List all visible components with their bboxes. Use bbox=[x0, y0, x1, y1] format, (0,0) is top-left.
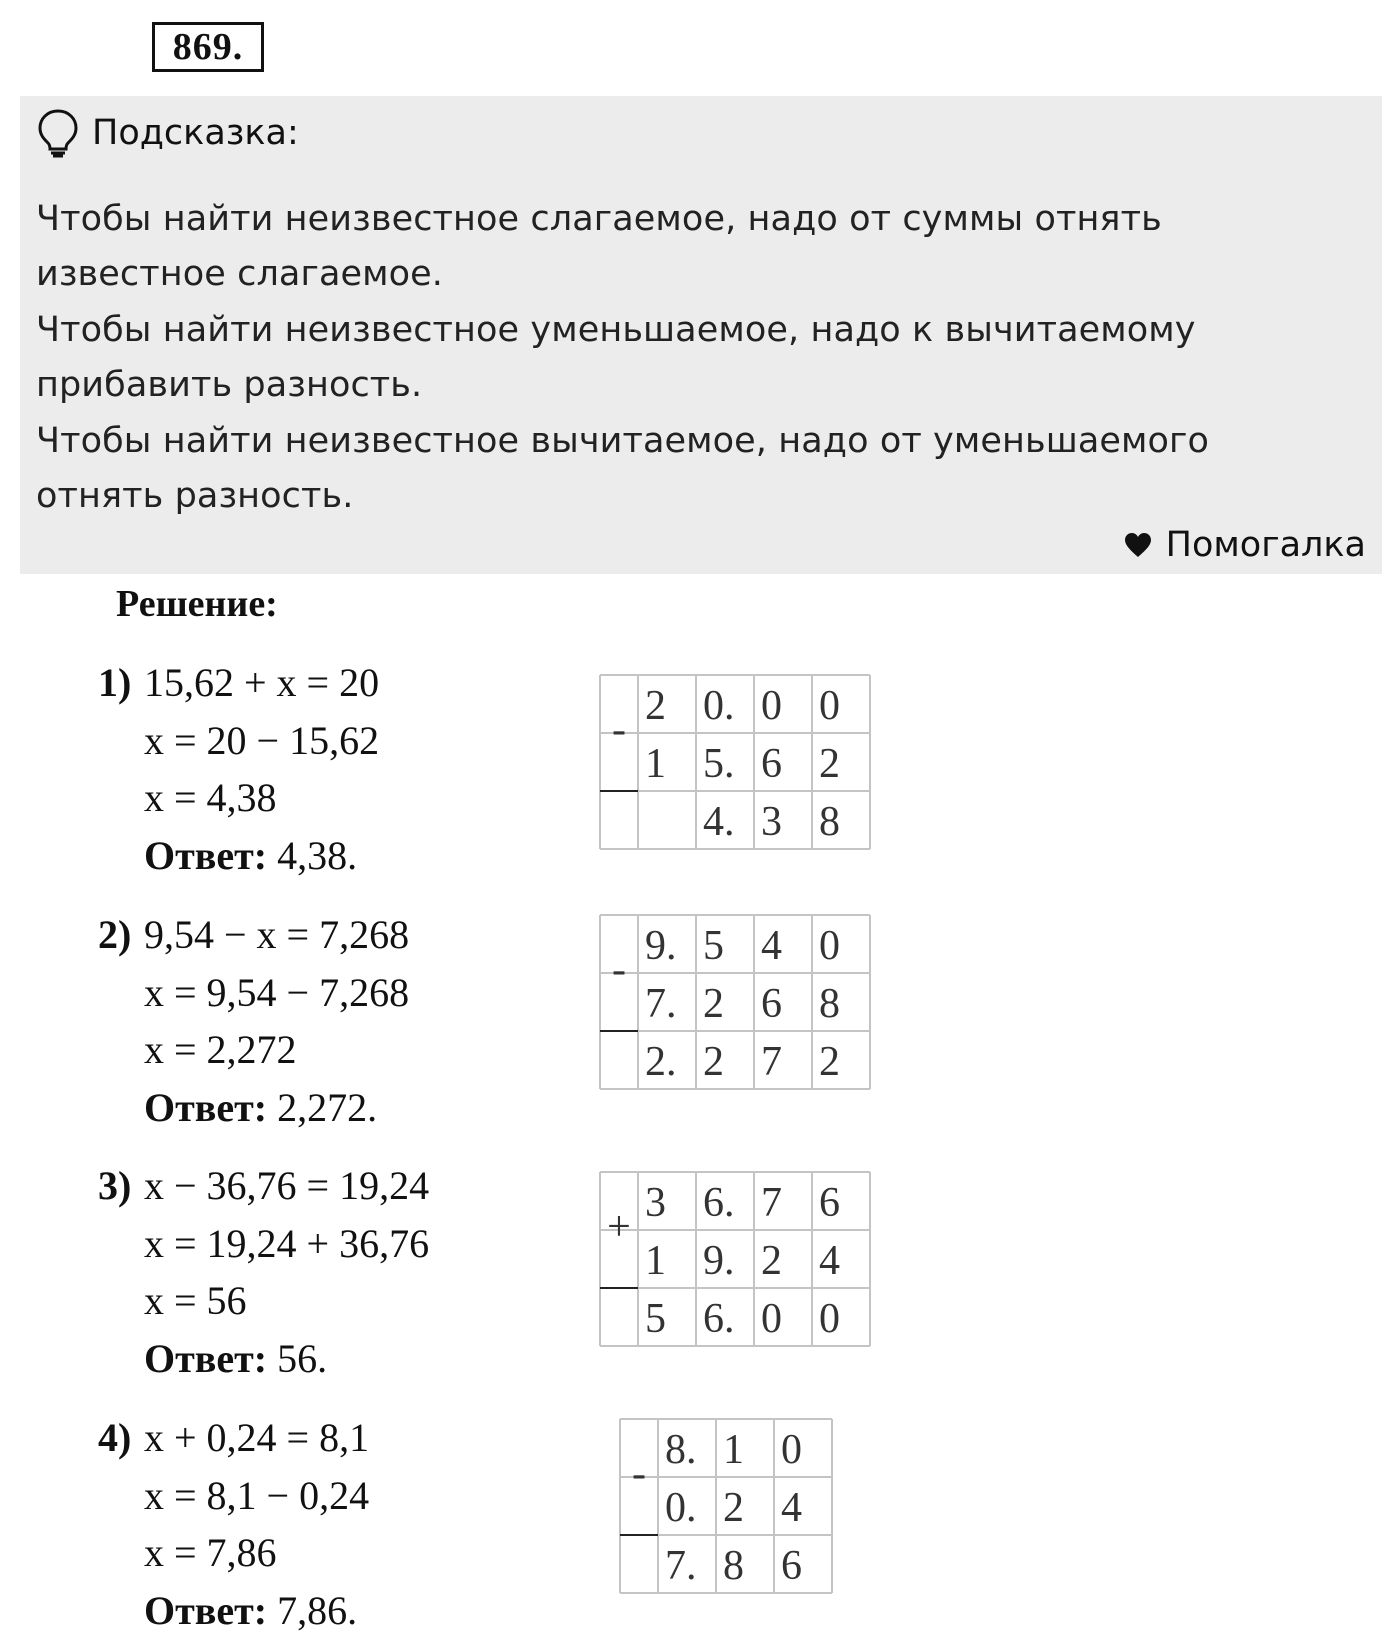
equation-line: 9,54 − x = 7,268 bbox=[144, 912, 410, 957]
digit-cell: 6. bbox=[703, 1180, 735, 1226]
answer-line bbox=[144, 1079, 377, 1137]
hint-line: прибавить разность. bbox=[36, 365, 423, 406]
digit-cell: 2 bbox=[819, 741, 840, 787]
hint-line: Чтобы найти неизвестное слагаемое, надо от суммы отнять bbox=[36, 199, 1162, 239]
operation-sign: - bbox=[632, 1451, 646, 1497]
equation-line: x = 7,86 bbox=[144, 1530, 277, 1575]
answer-value: 2,272. bbox=[267, 1084, 378, 1130]
digit-cell: 0 bbox=[819, 683, 840, 729]
heart-icon bbox=[1124, 532, 1152, 558]
digit-cell: 1 bbox=[645, 1238, 666, 1284]
digit-cell: 0 bbox=[819, 923, 840, 969]
operation-sign: - bbox=[612, 707, 626, 753]
digit-cell: 6 bbox=[781, 1543, 802, 1589]
digit-cell: 7 bbox=[761, 1039, 782, 1085]
equation-line: x − 36,76 = 19,24 bbox=[144, 1163, 430, 1208]
digit-cell: 2. bbox=[645, 1039, 677, 1085]
digit-cell: 2 bbox=[723, 1485, 744, 1531]
answer-value: 56. bbox=[267, 1335, 328, 1381]
hint-header bbox=[36, 108, 299, 158]
equation-line: x = 2,272 bbox=[144, 1027, 297, 1072]
answer-value: 4,38. bbox=[267, 832, 358, 878]
digit-cell: 7. bbox=[645, 981, 677, 1027]
digit-cell: 7. bbox=[665, 1543, 697, 1589]
digit-cell: 8 bbox=[723, 1543, 744, 1589]
digit-cell: 3 bbox=[645, 1180, 666, 1226]
answer-label: Ответ: bbox=[144, 1335, 268, 1381]
digit-cell: 6 bbox=[819, 1180, 840, 1226]
digit-cell: 4 bbox=[761, 923, 782, 969]
lightbulb-icon bbox=[36, 108, 80, 158]
answer-line bbox=[144, 1330, 327, 1388]
answer-value: 7,86. bbox=[267, 1587, 358, 1633]
digit-cell: 2 bbox=[645, 683, 666, 729]
equation-line: x + 0,24 = 8,1 bbox=[144, 1415, 370, 1460]
digit-cell: 9. bbox=[703, 1238, 735, 1284]
digit-cell: 6 bbox=[761, 741, 782, 787]
answer-label: Ответ: bbox=[144, 1084, 268, 1130]
digit-cell: 8. bbox=[665, 1427, 697, 1473]
digit-cell: 1 bbox=[723, 1427, 744, 1473]
column-calculation-3 bbox=[599, 1171, 871, 1347]
step-number: 1) bbox=[98, 660, 132, 705]
digit-cell: 8 bbox=[819, 799, 840, 845]
column-calculation-2 bbox=[599, 914, 871, 1090]
digit-cell: 3 bbox=[761, 799, 782, 845]
step-number: 3) bbox=[98, 1163, 132, 1208]
hint-title: Подсказка: bbox=[92, 113, 299, 153]
digit-cell: 2 bbox=[703, 1039, 724, 1085]
equation-line: 15,62 + x = 20 bbox=[144, 660, 380, 705]
answer-line bbox=[144, 1582, 357, 1640]
digit-cell: 0 bbox=[761, 1296, 782, 1342]
hint-line: известное слагаемое. bbox=[36, 254, 444, 295]
operation-sign: - bbox=[612, 947, 626, 993]
equation-line: x = 19,24 + 36,76 bbox=[144, 1220, 430, 1266]
digit-cell: 6 bbox=[761, 981, 782, 1027]
digit-cell: 0 bbox=[819, 1296, 840, 1342]
hint-line: Чтобы найти неизвестное уменьшаемое, надо к вычитаемому bbox=[36, 309, 1196, 350]
column-calculation-1 bbox=[599, 674, 871, 850]
answer-label: Ответ: bbox=[144, 1587, 268, 1633]
operation-sign: + bbox=[607, 1204, 631, 1250]
digit-cell: 2 bbox=[703, 981, 724, 1027]
equation-line: x = 9,54 − 7,268 bbox=[144, 969, 410, 1015]
equation-line: x = 4,38 bbox=[144, 775, 277, 820]
digit-cell: 0 bbox=[781, 1427, 802, 1473]
digit-cell: 2 bbox=[761, 1238, 782, 1284]
hint-text bbox=[36, 192, 1356, 524]
step-number: 2) bbox=[98, 912, 132, 957]
digit-cell: 1 bbox=[645, 741, 666, 787]
hint-box bbox=[20, 96, 1382, 574]
answer-line bbox=[144, 827, 357, 885]
digit-cell: 0. bbox=[703, 683, 735, 729]
digit-cell: 4 bbox=[819, 1238, 840, 1284]
digit-cell: 6. bbox=[703, 1296, 735, 1342]
brand-name: Помогалка bbox=[1165, 525, 1366, 565]
brand-signature bbox=[1124, 522, 1366, 568]
column-calculation-4 bbox=[619, 1418, 833, 1594]
equation-line: x = 20 − 15,62 bbox=[144, 717, 380, 763]
digit-cell: 0. bbox=[665, 1485, 697, 1531]
step-number: 4) bbox=[98, 1415, 132, 1460]
hint-line: Чтобы найти неизвестное вычитаемое, надо от уменьшаемого bbox=[36, 420, 1210, 461]
digit-cell: 5 bbox=[645, 1296, 666, 1342]
digit-cell: 4. bbox=[703, 799, 735, 845]
equation-line: x = 56 bbox=[144, 1278, 247, 1323]
digit-cell: 8 bbox=[819, 981, 840, 1027]
answer-label: Ответ: bbox=[144, 832, 268, 878]
digit-cell: 5. bbox=[703, 741, 735, 787]
task-number: 869. bbox=[152, 22, 264, 72]
digit-cell: 2 bbox=[819, 1039, 840, 1085]
digit-cell: 7 bbox=[761, 1180, 782, 1226]
hint-line: отнять разность. bbox=[36, 476, 354, 517]
digit-cell: 0 bbox=[761, 683, 782, 729]
digit-cell: 9. bbox=[645, 923, 677, 969]
equation-line: x = 8,1 − 0,24 bbox=[144, 1472, 370, 1518]
digit-cell: 4 bbox=[781, 1485, 802, 1531]
solution-heading: Решение: bbox=[116, 583, 278, 625]
digit-cell: 5 bbox=[703, 923, 724, 969]
